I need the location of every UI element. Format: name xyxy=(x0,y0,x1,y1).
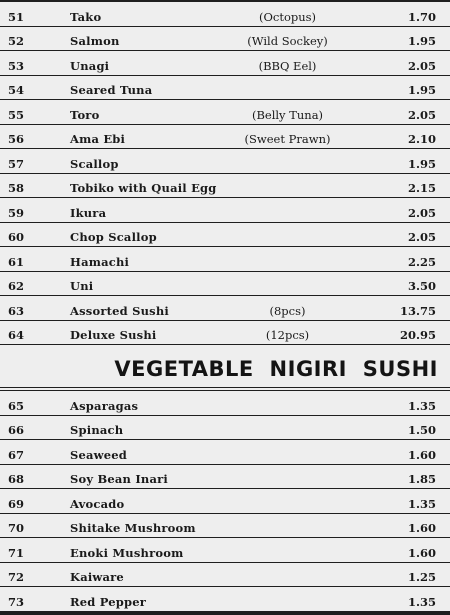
item-description: (BBQ Eel) xyxy=(258,58,317,73)
item-price: 2.05 xyxy=(407,107,436,122)
menu-row xyxy=(0,587,450,612)
item-number: 52 xyxy=(8,34,25,48)
item-price: 1.95 xyxy=(407,83,436,97)
item-number: 64 xyxy=(8,328,25,342)
section-heading xyxy=(0,352,450,388)
item-name: Seared Tuna xyxy=(70,83,153,97)
item-price: 1.35 xyxy=(407,496,436,511)
menu-row xyxy=(0,149,450,174)
item-number: 66 xyxy=(8,423,25,437)
item-description: (Sweet Prawn) xyxy=(244,132,331,146)
menu-row xyxy=(0,440,450,465)
item-name: Unagi xyxy=(70,58,110,73)
menu-row xyxy=(0,125,450,150)
item-name: Enoki Mushroom xyxy=(70,545,184,560)
item-price: 1.35 xyxy=(407,594,436,609)
menu-row xyxy=(0,489,450,514)
item-description: (8pcs) xyxy=(269,303,306,318)
menu-row xyxy=(0,198,450,223)
item-number: 60 xyxy=(8,230,25,244)
item-number: 69 xyxy=(8,496,25,511)
item-name: Ikura xyxy=(70,205,107,220)
item-name: Toro xyxy=(70,107,100,122)
item-number: 56 xyxy=(8,132,25,146)
item-price: 2.05 xyxy=(407,205,436,220)
item-description: (12pcs) xyxy=(265,328,310,342)
menu-row xyxy=(0,100,450,125)
item-number: 68 xyxy=(8,472,25,486)
item-price: 1.60 xyxy=(407,545,436,560)
item-number: 53 xyxy=(8,58,25,73)
item-number: 51 xyxy=(8,9,25,24)
menu-row xyxy=(0,563,450,588)
item-price: 3.50 xyxy=(407,279,436,293)
item-price: 1.70 xyxy=(407,9,436,24)
item-price: 1.95 xyxy=(407,34,436,48)
item-name: Kaiware xyxy=(70,570,124,584)
item-price: 1.60 xyxy=(407,521,436,535)
item-price: 2.05 xyxy=(407,230,436,244)
item-number: 55 xyxy=(8,107,25,122)
item-name: Chop Scallop xyxy=(70,230,157,244)
item-price: 2.05 xyxy=(407,58,436,73)
menu-row xyxy=(0,538,450,563)
item-name: Tako xyxy=(70,9,102,24)
menu-row xyxy=(0,27,450,52)
item-number: 58 xyxy=(8,181,25,195)
menu-row xyxy=(0,514,450,539)
section-title: VEGETABLE NIGIRI SUSHI xyxy=(114,357,438,381)
item-number: 57 xyxy=(8,156,25,171)
item-price: 2.25 xyxy=(407,254,436,269)
item-price: 1.25 xyxy=(407,570,436,584)
item-name: Avocado xyxy=(70,496,125,511)
item-name: Salmon xyxy=(70,34,120,48)
item-number: 72 xyxy=(8,570,25,584)
menu-row xyxy=(0,51,450,76)
item-price: 1.35 xyxy=(407,398,436,413)
item-name: Red Pepper xyxy=(70,594,147,609)
item-price: 2.15 xyxy=(407,181,436,195)
menu-row xyxy=(0,272,450,297)
item-price: 13.75 xyxy=(399,303,436,318)
item-number: 65 xyxy=(8,398,25,413)
item-number: 67 xyxy=(8,447,25,462)
item-price: 1.50 xyxy=(407,423,436,437)
item-price: 20.95 xyxy=(399,328,436,342)
item-name: Hamachi xyxy=(70,254,130,269)
item-name: Soy Bean Inari xyxy=(70,472,168,486)
item-price: 1.60 xyxy=(407,447,436,462)
item-number: 54 xyxy=(8,83,25,97)
item-price: 1.85 xyxy=(407,472,436,486)
item-name: Spinach xyxy=(70,423,124,437)
item-name: Ama Ebi xyxy=(70,132,126,146)
item-number: 63 xyxy=(8,303,25,318)
item-number: 61 xyxy=(8,254,25,269)
item-name: Tobiko with Quail Egg xyxy=(70,181,217,195)
menu-row xyxy=(0,76,450,101)
item-number: 59 xyxy=(8,205,25,220)
menu-row xyxy=(0,465,450,490)
item-number: 62 xyxy=(8,279,25,293)
menu-row xyxy=(0,2,450,27)
item-name: Deluxe Sushi xyxy=(70,328,157,342)
menu-row xyxy=(0,174,450,199)
item-description: (Wild Sockey) xyxy=(247,34,328,48)
menu-row xyxy=(0,247,450,272)
item-name: Asparagas xyxy=(70,398,139,413)
item-number: 73 xyxy=(8,594,25,609)
menu-row xyxy=(0,321,450,346)
item-price: 2.10 xyxy=(407,132,436,146)
item-number: 70 xyxy=(8,521,25,535)
item-price: 1.95 xyxy=(407,156,436,171)
item-description: (Belly Tuna) xyxy=(251,107,324,122)
menu-row xyxy=(0,296,450,321)
menu-row xyxy=(0,223,450,248)
menu-row xyxy=(0,391,450,416)
item-name: Scallop xyxy=(70,156,119,171)
item-name: Assorted Sushi xyxy=(70,303,169,318)
menu-row xyxy=(0,416,450,441)
item-name: Shitake Mushroom xyxy=(70,521,196,535)
item-name: Seaweed xyxy=(70,447,128,462)
item-name: Uni xyxy=(70,279,94,293)
item-description: (Octopus) xyxy=(258,9,317,24)
item-number: 71 xyxy=(8,545,25,560)
